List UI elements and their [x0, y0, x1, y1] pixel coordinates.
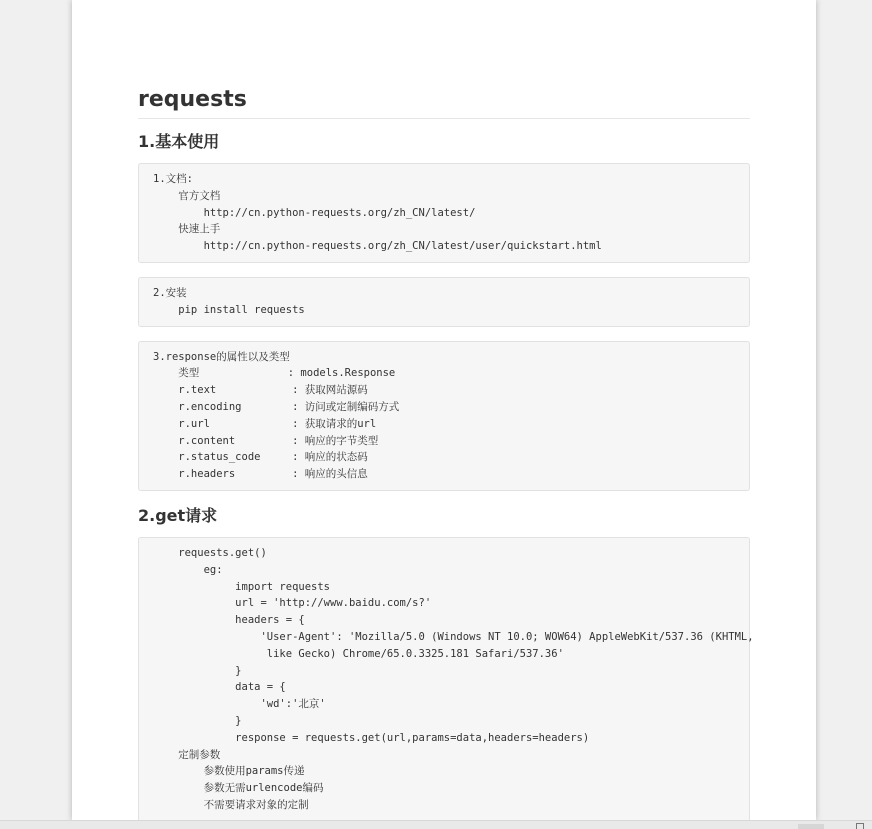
code-line: r.url : 获取请求的url [153, 417, 377, 430]
code-line: headers = { [153, 614, 305, 627]
document-page [72, 0, 816, 820]
code-line: eg: [153, 563, 223, 576]
code-line: 定制参数 [153, 748, 221, 761]
code-line: 官方文档 [153, 189, 221, 202]
code-line: r.content : 响应的字节类型 [153, 434, 379, 447]
code-line: 类型 : models.Response [153, 367, 396, 380]
code-line: http://cn.python-requests.org/zh_CN/latest/user/quickstart.html [153, 240, 602, 253]
code-line: 3.response的属性以及类型 [153, 350, 290, 363]
section-heading: 1.基本使用 [138, 132, 220, 151]
code-line: import requests [153, 580, 331, 593]
code-line: r.status_code : 响应的状态码 [153, 451, 368, 464]
code-line: 'User-Agent': 'Mozilla/5.0 (Windows NT 10.0; WOW64) AppleWebKit/537.36 (KHTML, [153, 630, 754, 643]
status-bar [0, 820, 872, 829]
section-heading: 2.get请求 [138, 505, 218, 525]
code-block [138, 163, 750, 263]
code-line: 参数使用params传递 [153, 765, 305, 778]
code-line: } [153, 714, 242, 727]
code-block [138, 537, 754, 820]
code-line: 'wd':'北京' [153, 698, 326, 711]
code-line: 1.文档: [153, 173, 193, 185]
code-line: data = { [153, 681, 286, 694]
code-line: 2.安装 [153, 286, 187, 299]
code-line: r.text : 获取网站源码 [153, 384, 368, 397]
code-line: 不需要请求对象的定制 [153, 798, 309, 811]
code-line: 快速上手 [153, 223, 221, 236]
code-line: requests.get() [153, 546, 267, 559]
document-title: requests [138, 86, 750, 119]
document-content [138, 86, 754, 820]
code-line: r.encoding : 访问或定制编码方式 [153, 400, 400, 413]
status-bar-indicator [798, 824, 824, 829]
code-line: r.headers : 响应的头信息 [153, 468, 368, 481]
code-block [138, 277, 750, 327]
code-line: pip install requests [153, 303, 305, 316]
code-line: http://cn.python-requests.org/zh_CN/latest/ [153, 206, 476, 219]
code-line: 参数无需urlencode编码 [153, 782, 324, 795]
code-line: like Gecko) Chrome/65.0.3325.181 Safari/537.36' [153, 647, 564, 660]
code-line: response = requests.get(url,params=data,headers=headers) [153, 731, 590, 744]
code-block [138, 341, 750, 491]
code-line: url = 'http://www.baidu.com/s?' [153, 597, 432, 610]
page-icon[interactable] [856, 823, 864, 829]
code-line: } [153, 664, 242, 677]
